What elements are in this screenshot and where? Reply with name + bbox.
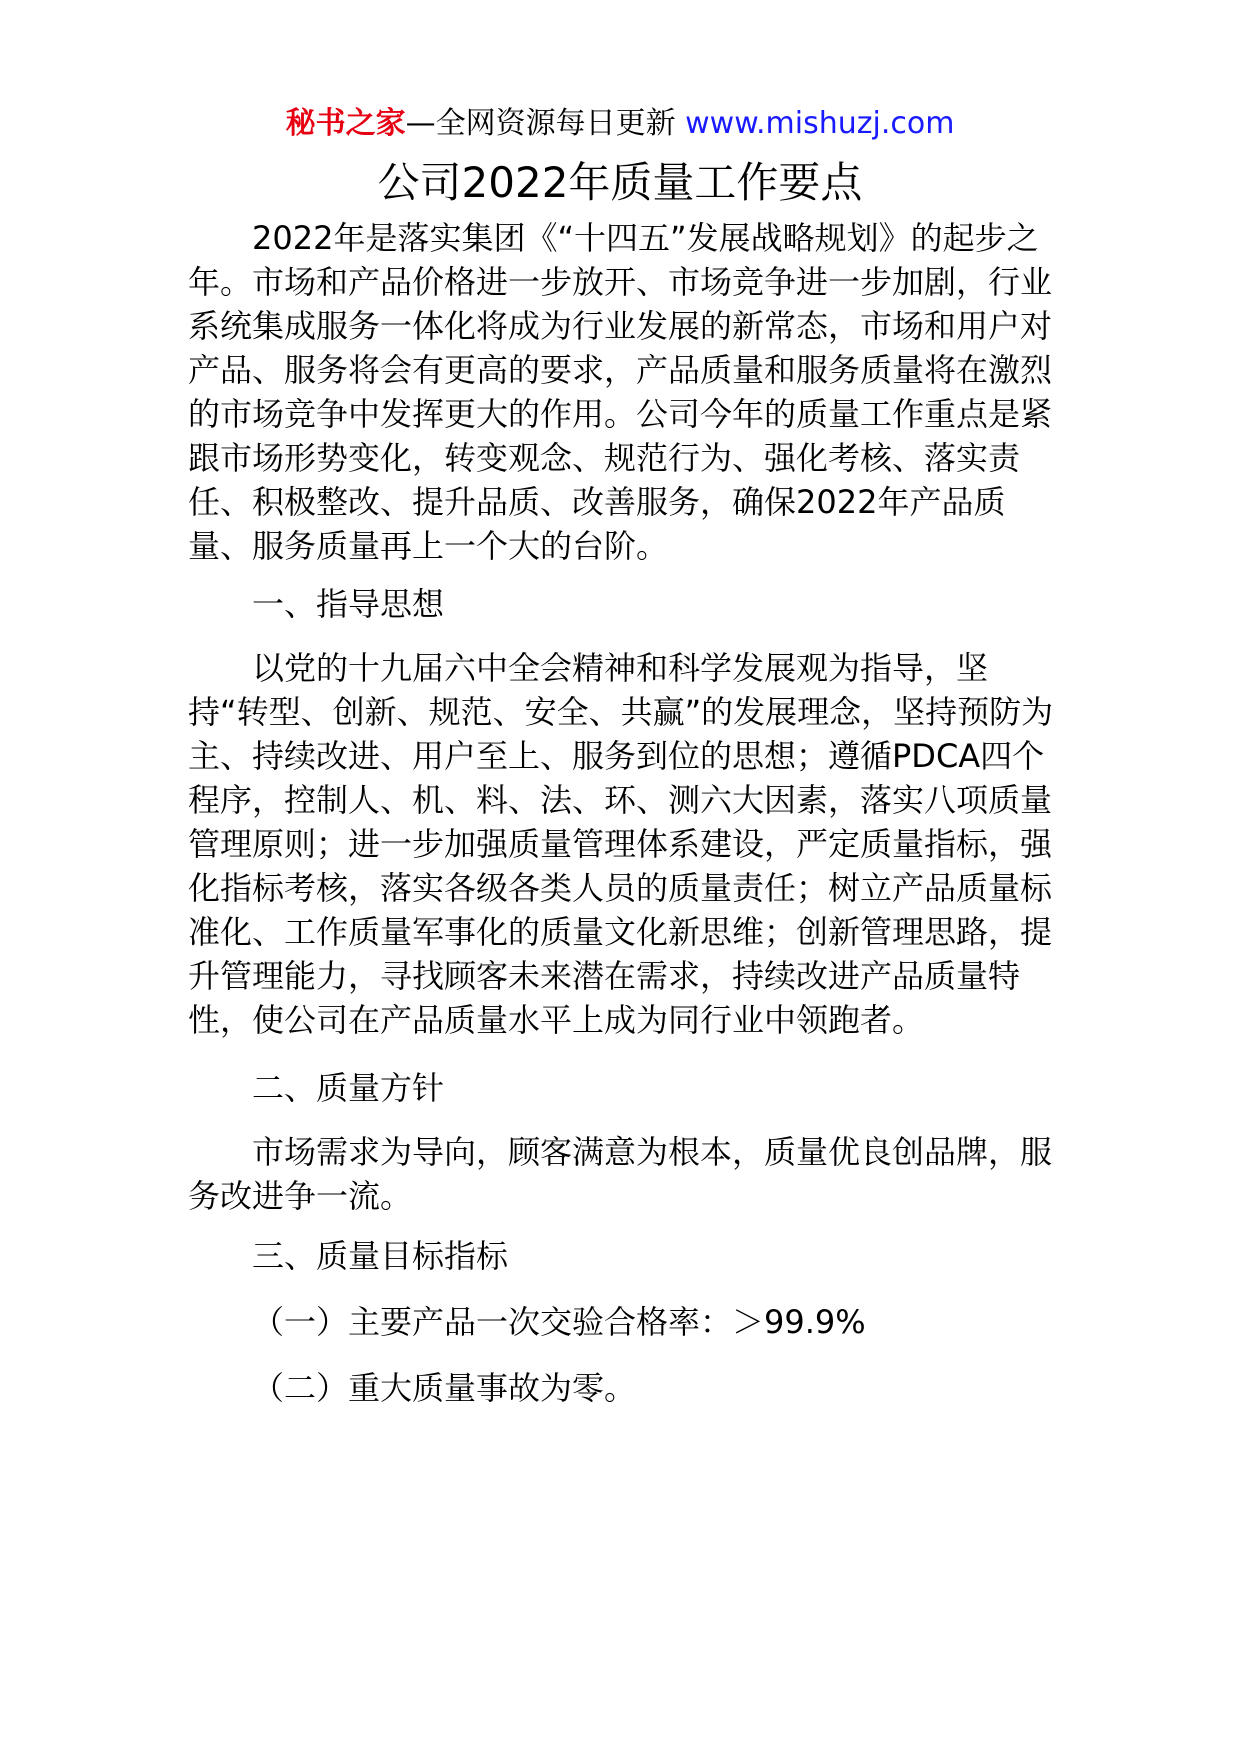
brand-name: 秘书之家 [285,106,406,141]
section-heading-guiding-thought: 一、指导思想 [252,585,445,623]
target-item-zero-accidents: （二）重大质量事故为零。 [252,1369,637,1407]
intro-paragraph: 2022年是落实集团《“十四五”发展战略规划》的起步之年。市场和产品价格进一步放开、市场竞争进一步加剧，行业系统集成服务一体化将成为行业发展的新常态，市场和用户对产品、服务将会有更高的要求，产品质量和服务质量将在激烈的市场竞争中发挥更大的作用。公司今年的质量工作重点是紧跟市场形势变化，转变观念、规范行为、强化考核、落实责任、积极整改、提升品质、改善服务，确保2022年产品质量、服务质量再上一个大的台阶。 [188,219,1053,565]
header-tagline: —全网资源每日更新 [405,106,676,141]
target-item-pass-rate: （一）主要产品一次交验合格率：＞99.9% [252,1303,866,1341]
section-heading-quality-targets: 三、质量目标指标 [252,1237,509,1275]
guiding-thought-paragraph: 以党的十九届六中全会精神和科学发展观为指导，坚持“转型、创新、规范、安全、共赢”的发展理念，坚持预防为主、持续改进、用户至上、服务到位的思想；遵循PDCA四个程序，控制人、机、料、法、环、测六大因素，落实八项质量管理原则；进一步加强质量管理体系建设，严定质量指标，强化指标考核，落实各级各类人员的质量责任；树立产品质量标准化、工作质量军事化的质量文化新思维；创新管理思路，提升管理能力，寻找顾客未来潜在需求，持续改进产品质量特性，使公司在产品质量水平上成为同行业中领跑者。 [188,649,1054,1039]
site-header [0,102,1240,146]
section-heading-quality-policy: 二、质量方针 [252,1069,445,1107]
quality-policy-paragraph: 市场需求为导向，顾客满意为根本，质量优良创品牌，服务改进争一流。 [188,1133,1053,1215]
site-url-link[interactable]: www.mishuzj.com [685,106,955,141]
document-title: 公司2022年质量工作要点 [377,158,863,207]
